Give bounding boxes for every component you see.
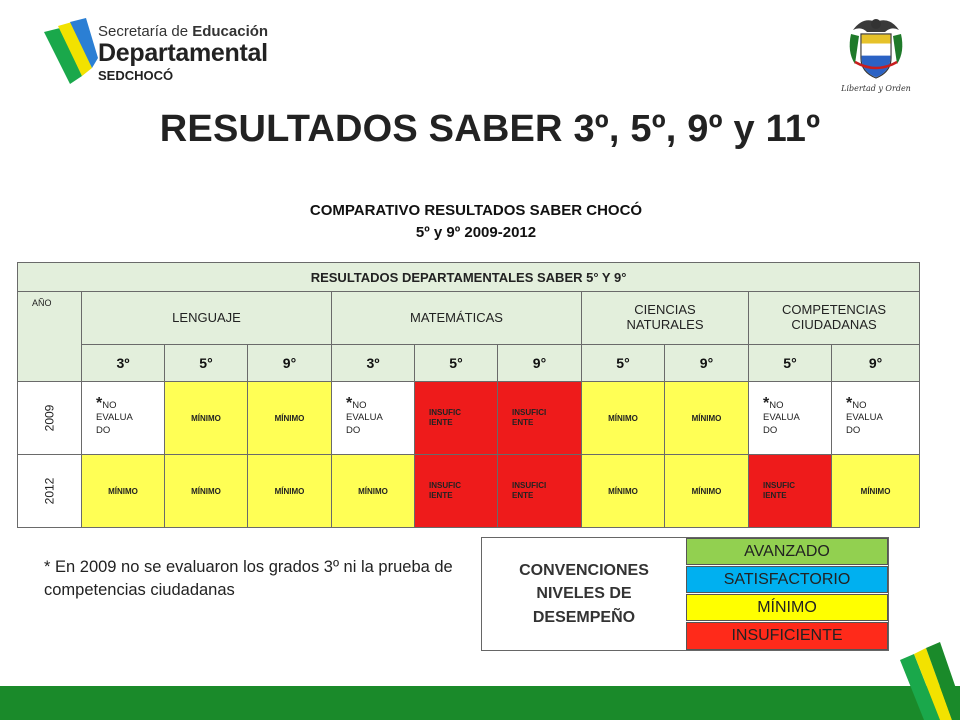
- colombia-coat-of-arms: [836, 12, 916, 102]
- asterisk-mark: *: [763, 394, 770, 412]
- results-table: [17, 262, 920, 528]
- result-cell: [332, 382, 415, 455]
- result-text: MÍNIMO: [191, 486, 221, 496]
- legend-item-satisfactorio: SATISFACTORIO: [686, 566, 888, 593]
- subject-header-ciencias: CIENCIAS NATURALES: [582, 292, 749, 345]
- result-text: INSUFIC IENTE: [763, 481, 795, 500]
- result-cell: [749, 382, 832, 455]
- grade-header: 3º: [332, 345, 415, 382]
- subtitle-line-2: 5º y 9º 2009-2012: [415, 223, 537, 241]
- result-cell: [665, 455, 749, 528]
- result-cell: [665, 382, 749, 455]
- result-cell: [82, 382, 165, 455]
- logo-line-2: Departamental: [98, 39, 268, 67]
- table-main-header: RESULTADOS DEPARTAMENTALES SABER 5° Y 9°: [18, 263, 920, 292]
- seal-caption: Libertad y Orden: [841, 84, 911, 93]
- result-text: MÍNIMO: [274, 486, 305, 496]
- legend-item-insuficiente: INSUFICIENTE: [686, 622, 888, 650]
- result-text: NO EVALUA DO: [96, 399, 133, 436]
- legend-title: CONVENCIONES NIVELES DE DESEMPEÑO: [519, 562, 649, 626]
- grade-header: 3º: [82, 345, 165, 382]
- grade-header: 9°: [498, 345, 582, 382]
- result-text: INSUFIC IENTE: [429, 408, 461, 427]
- legend-item-avanzado: AVANZADO: [686, 538, 888, 565]
- result-text: MÍNIMO: [691, 486, 722, 496]
- result-text: NO EVALUA DO: [846, 399, 883, 436]
- logo-line-3: SEDCHOCÓ: [98, 68, 174, 83]
- year-cell: [18, 455, 82, 528]
- footnote: * En 2009 no se evaluaron los grados 3º ni la prueba de competencias ciudadanas: [44, 558, 453, 600]
- year-column-header: AÑO: [18, 292, 82, 382]
- asterisk-mark: *: [96, 394, 103, 412]
- footer-bar: [0, 686, 960, 720]
- result-cell: [498, 382, 582, 455]
- logo-swoosh-icon: [40, 18, 100, 90]
- grade-header: 5°: [165, 345, 248, 382]
- result-cell: [582, 382, 665, 455]
- grade-header: 5°: [582, 345, 665, 382]
- grade-header: 5°: [415, 345, 498, 382]
- result-text: MÍNIMO: [608, 486, 638, 496]
- legend-item-minimo: MÍNIMO: [686, 594, 888, 621]
- result-text: INSUFICI ENTE: [512, 408, 547, 427]
- result-cell: [415, 382, 498, 455]
- result-text: MÍNIMO: [860, 486, 891, 496]
- result-text: INSUFIC IENTE: [429, 481, 461, 500]
- asterisk-mark: *: [346, 394, 353, 412]
- result-cell: [832, 382, 920, 455]
- year-label: 2012: [42, 477, 57, 505]
- grade-header: 5°: [749, 345, 832, 382]
- performance-legend: [481, 537, 889, 651]
- result-text: MÍNIMO: [108, 486, 138, 496]
- result-text: MÍNIMO: [608, 413, 638, 423]
- result-text: MÍNIMO: [191, 413, 221, 423]
- grade-header: 9°: [248, 345, 332, 382]
- grade-header: 9°: [665, 345, 749, 382]
- year-label: 2009: [42, 404, 57, 432]
- asterisk-mark: *: [846, 394, 853, 412]
- result-text: NO EVALUA DO: [346, 399, 383, 436]
- result-text: NO EVALUA DO: [763, 399, 800, 436]
- page-title: RESULTADOS SABER 3º, 5º, 9º y 11º: [159, 108, 821, 150]
- result-text: MÍNIMO: [358, 486, 388, 496]
- logo-line-1: Secretaría de Educación: [98, 23, 269, 40]
- result-cell: [165, 455, 248, 528]
- result-cell: [332, 455, 415, 528]
- subject-header-matematicas: MATEMÁTICAS: [332, 292, 582, 345]
- result-cell: [749, 455, 832, 528]
- result-cell: [248, 455, 332, 528]
- result-cell: [248, 382, 332, 455]
- year-cell: [18, 382, 82, 455]
- result-cell: [82, 455, 165, 528]
- result-cell: [582, 455, 665, 528]
- result-cell: [832, 455, 920, 528]
- subtitle-line-1: COMPARATIVO RESULTADOS SABER CHOCÓ: [309, 202, 643, 219]
- grade-header: 9°: [832, 345, 920, 382]
- result-cell: [498, 455, 582, 528]
- corner-swoosh-icon: [880, 640, 960, 720]
- sed-choco-logo: [40, 18, 280, 90]
- result-text: INSUFICI ENTE: [512, 481, 547, 500]
- section-subtitle: [0, 200, 952, 244]
- subject-header-competencias: COMPETENCIAS CIUDADANAS: [749, 292, 920, 345]
- result-cell: [165, 382, 248, 455]
- subject-header-lenguaje: LENGUAJE: [82, 292, 332, 345]
- result-cell: [415, 455, 498, 528]
- result-text: MÍNIMO: [274, 413, 305, 423]
- coat-of-arms-icon: [845, 12, 907, 82]
- result-text: MÍNIMO: [691, 413, 722, 423]
